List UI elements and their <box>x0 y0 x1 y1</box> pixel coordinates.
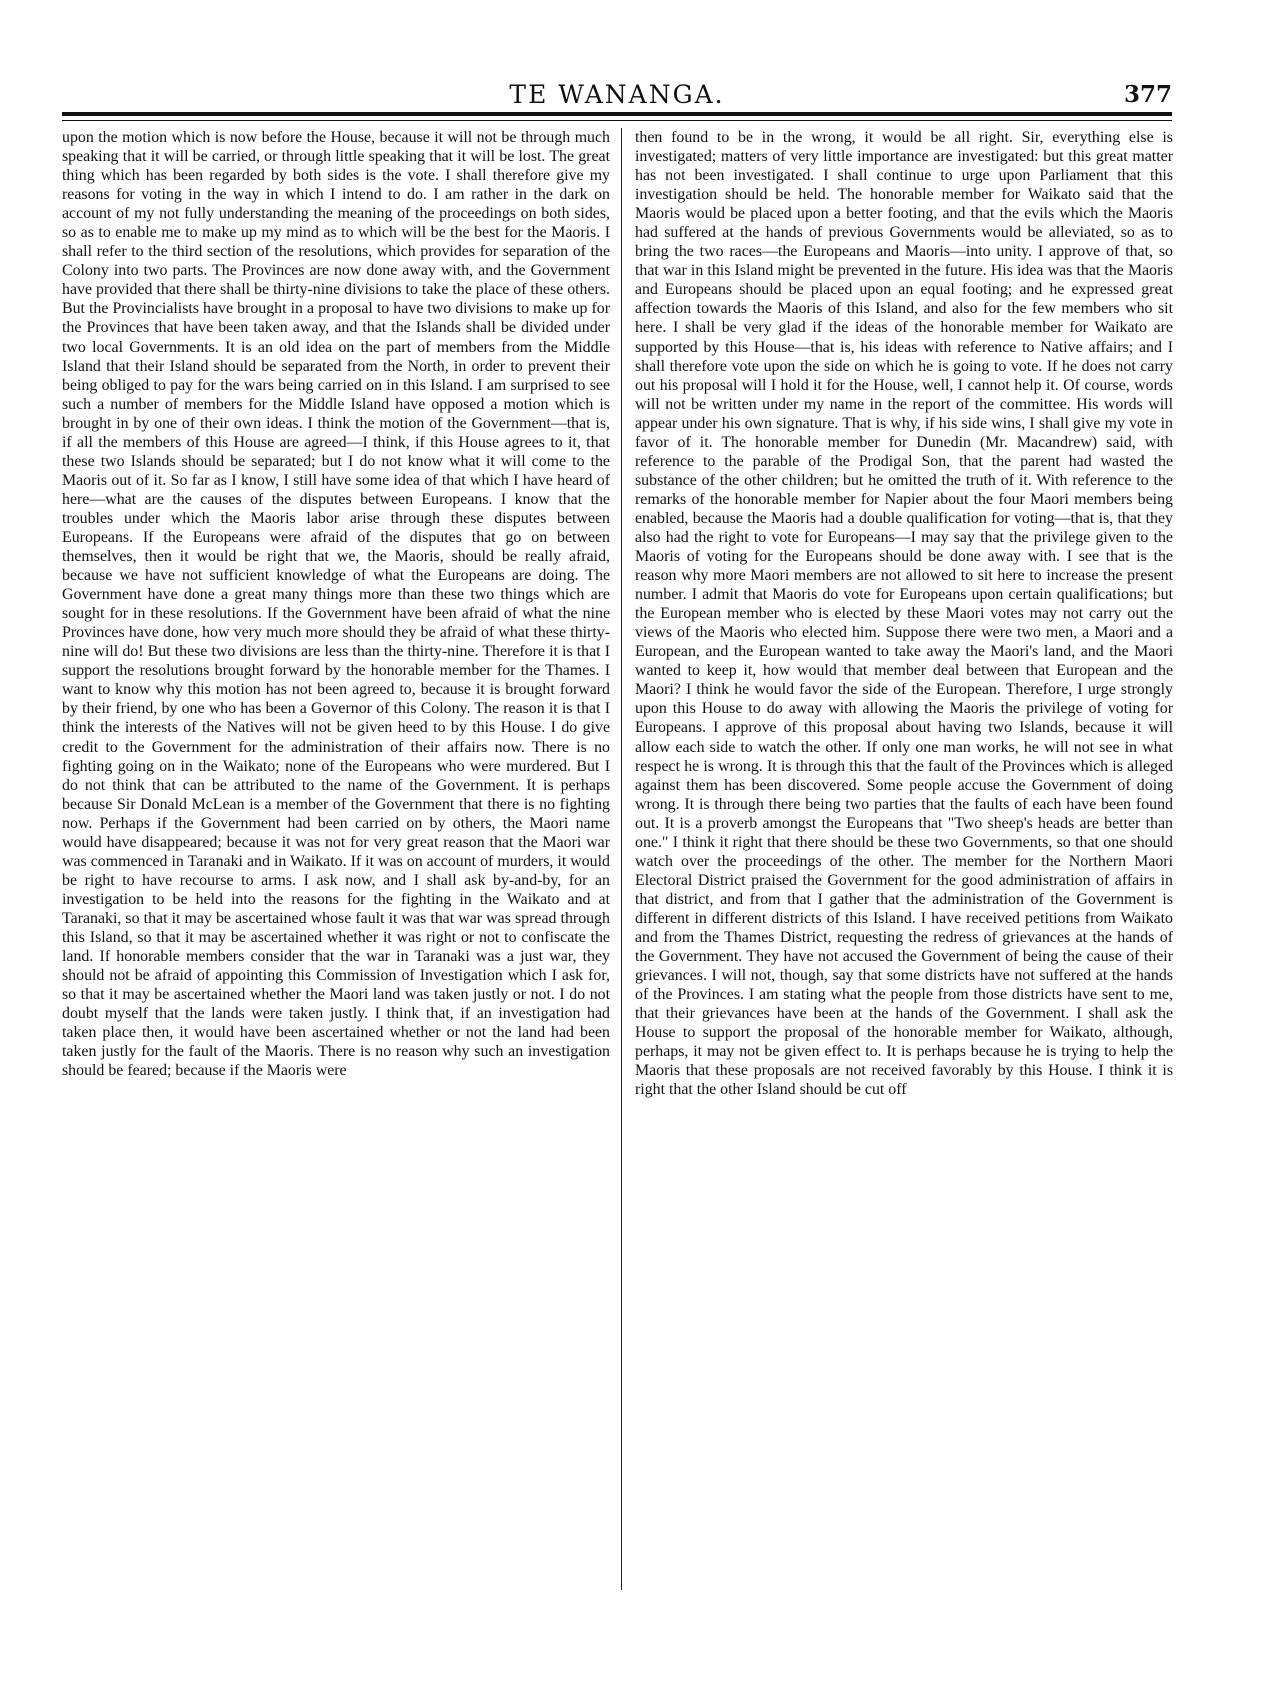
header-rule-thin <box>62 120 1172 121</box>
column-divider <box>621 128 622 1590</box>
right-column-text: then found to be in the wrong, it would be all right. Sir, everything else is investigated; matters of very little importance are investigated: but this great matter has not been investigated. I shall continue to urge upon Parliament that this investigation should be held. The honorable member for Waikato said that the Maoris would be placed upon a better footing, and that the evils which the Maoris had suffered at the hands of previous Governments would be alleviated, so as to bring the two races—the Europeans and Maoris—into unity. I approve of that, so that war in this Island might be prevented in the future. His idea was that the Maoris and Europeans should be placed upon an equal footing; and he expressed great affection towards the Maoris of this Island, and also for the few members who sit here. I shall be very glad if the ideas of the honorable member for Waikato are supported by this House—that is, his ideas with reference to Native affairs; and I shall therefore vote upon the side on which he is going to vote. If he does not carry out his proposal will I hold it for the House, well, I cannot help it. Of course, words will not be written under my name in the report of the committee. His words will appear under his own signature. That is why, if his side wins, I shall give my vote in favor of it. The honorable member for Dunedin (Mr. Macandrew) said, with reference to the parable of the Prodigal Son, that the parent had wasted the substance of the other children; but he omitted the truth of it. With reference to the remarks of the honorable member for Napier about the four Maori members being enabled, because the Maoris had a double qualification for voting—that is, that they also had the right to vote for Europeans—I may say that the privilege given to the Maoris of voting for the Europeans should be done away with. I see that is the reason why more Maori members are not allowed to sit here to increase the present number. I admit that Maoris do vote for Europeans upon certain qualifications; but the European member who is elected by these Maori votes may not carry out the views of the Maoris who elected him. Suppose there were two men, a Maori and a European, and the European wanted to take away the Maori's land, and the Maori wanted to keep it, how would that member deal between that European and the Maori? I think he would favor the side of the European. Therefore, I urge strongly upon this House to do away with allowing the Maoris the privilege of voting for Europeans. I approve of this proposal about having two Islands, because it will allow each side to watch the other. If only one man works, he will not see in what respect he is wrong. It is through this that the fault of the Provinces which is alleged against them has been discovered. Some people accuse the Government of doing wrong. It is through there being two parties that the faults of each have been found out. It is a proverb amongst the Europeans that "Two sheep's heads are better than one." I think it right that there should be these two Governments, so that one should watch over the proceedings of the other. The member for the Northern Maori Electoral District praised the Government for the good administration of affairs in that district, and from that I gather that the administration of the Government is different in different districts of this Island. I have received petitions from Waikato and from the Thames District, requesting the redress of grievances at the hands of the Government. They have not accused the Government of being the cause of their grievances. I will not, though, say that some districts have not suffered at the hands of the Provinces. I am stating what the people from those districts have sent to me, that their grievances have been at the hands of the Government. I shall ask the House to support the proposal of the honorable member for Waikato, although, perhaps, it may not be given effect to. It is perhaps because he is trying to help the Maoris that these proposals are not received favorably by this House. I think it is right that the other Island should be cut off <box>635 129 1173 1099</box>
left-column-text: upon the motion which is now before the House, because it will not be through much speaking that it will be carried, or through little speaking that it will be lost. The great thing which has been regarded by both sides is the vote. I shall therefore give my reasons for voting in the way in which I intend to do. I am rather in the dark on account of my not fully understanding the meaning of the proceedings on both sides, so as to enable me to make up my mind as to which will be the best for the Maoris. I shall refer to the third section of the resolutions, which provides for separation of the Colony into two parts. The Provinces are now done away with, and the Government have provided that there shall be thirty-nine divisions to take the place of these others. But the Provincialists have brought in a proposal to have two divisions to make up for the Provinces that have been taken away, and that the Islands shall be divided under two local Governments. It is an old idea on the part of members from the Middle Island that their Island should be separated from the North, in order to prevent their being obliged to pay for the wars being carried on in this Island. I am surprised to see such a number of members for the Middle Island have opposed a motion which is brought in by one of their own ideas. I think the motion of the Government—that is, if all the members of this House are agreed—I think, if this House agrees to it, that these two Islands should be separated; but I do not know what it will come to the Maoris out of it. So far as I know, I still have some idea of that which I have heard of here—what are the causes of the disputes between Europeans. I know that the troubles under which the Maoris labor arise through these disputes between Europeans. If the Europeans were afraid of the disputes that go on between themselves, then it would be right that we, the Maoris, should be really afraid, because we have not sufficient knowledge of what the Europeans are doing. The Government have done a great many things more than these two things which are sought for in these resolutions. If the Government have been afraid of what the nine Provinces have done, how very much more should they be afraid of what these thirty-nine will do! But these two divisions are less than the thirty-nine. Therefore it is that I support the resolutions brought forward by the honorable member for the Thames. I want to know why this motion has not been agreed to, because it is brought forward by their friend, by one who has been a Governor of this Colony. The reason it is that I think the interests of the Natives will not be given heed to by this House. I do give credit to the Government for the administration of their affairs now. There is no fighting going on in the Waikato; none of the Europeans who were murdered. But I do not think that can be attributed to the name of the Government. It is perhaps because Sir Donald McLean is a member of the Government that there is no fighting now. Perhaps if the Government had been carried on by others, the Maori name would have disappeared; because it was not for very great reason that the Maori war was commenced in Taranaki and in Waikato. If it was on account of murders, it would be right to have recourse to arms. I ask now, and I shall ask by-and-by, for an investigation to be held into the reasons for the fighting in the Waikato and at Taranaki, so that it may be ascertained whose fault it was that war was spread through this Island, so that it may be ascertained whether it was right or not to confiscate the land. If honorable members consider that the war in Taranaki was a just war, they should not be afraid of appointing this Commission of Investigation which I ask for, so that it may be ascertained whether the Maori land was taken justly or not. I do not doubt myself that the lands were taken justly. I think that, if an investigation had taken place then, it would have been ascertained whether or not the land had been taken justly for the fault of the Maoris. There is no reason why such an investigation should be feared; because if the Maoris were <box>62 129 610 1080</box>
right-column <box>635 128 1173 1598</box>
page-header <box>62 80 1172 114</box>
masthead-title: TE WANANGA. <box>509 80 725 109</box>
left-column <box>62 128 610 1598</box>
page-number: 377 <box>1123 81 1172 108</box>
header-rule-thick <box>62 112 1172 116</box>
